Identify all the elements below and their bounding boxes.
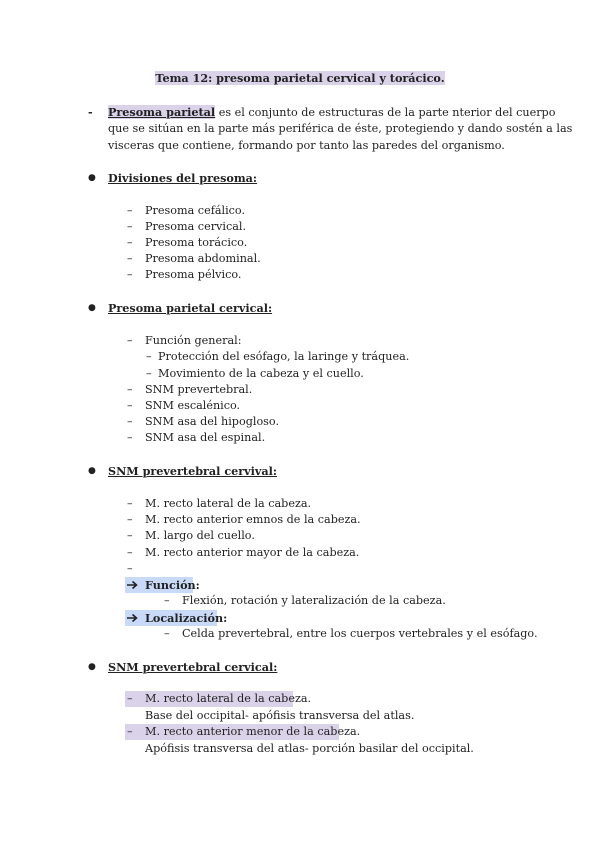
- dash-marker: –: [127, 562, 133, 575]
- dash-marker: –: [127, 383, 133, 396]
- list-item: SNM escalénico.: [145, 399, 241, 412]
- list-item: M. recto lateral de la cabeza.: [145, 497, 312, 510]
- list-item: SNM asa del hipogloso.: [145, 415, 280, 428]
- dash-marker: –: [127, 268, 133, 281]
- bullet-icon: ●: [88, 173, 96, 183]
- intro-line-1: Presoma parietal es el conjunto de estructuras de la parte nterior del cuerpo: [108, 105, 556, 119]
- dash-marker: –: [164, 627, 170, 640]
- list-item: M. recto anterior mayor de la cabeza.: [145, 546, 360, 559]
- localizacion-text: Celda prevertebral, entre los cuerpos vertebrales y el esófago.: [182, 627, 538, 640]
- intro-term: Presoma parietal: [108, 105, 216, 119]
- list-item: Presoma pélvico.: [145, 268, 242, 281]
- dash-marker: –: [127, 497, 133, 510]
- section-heading-prevertebral-1: SNM prevertebral cervival:: [108, 464, 278, 478]
- dash-marker: –: [127, 529, 133, 542]
- sub-list-item: Movimiento de la cabeza y el cuello.: [158, 367, 364, 380]
- list-item: Presoma torácico.: [145, 236, 248, 249]
- intro-line-3: visceras que contiene, formando por tanto las paredes del organismo.: [108, 139, 505, 152]
- list-item: Presoma abdominal.: [145, 252, 261, 265]
- dash-marker: -: [88, 105, 93, 119]
- bullet-icon: ●: [88, 303, 96, 313]
- section-heading-divisiones: Divisiones del presoma:: [108, 171, 258, 185]
- dash-marker: –: [127, 431, 133, 444]
- list-item: M. largo del cuello.: [145, 529, 255, 542]
- bullet-icon: ●: [88, 662, 96, 672]
- dash-marker: –: [127, 725, 133, 738]
- section-heading-prevertebral-2: SNM prevertebral cervical:: [108, 660, 278, 674]
- list-item: M. recto anterior emnos de la cabeza.: [145, 513, 361, 526]
- dash-marker: –: [164, 594, 170, 607]
- list-item: Presoma cefálico.: [145, 204, 246, 217]
- funcion-label: Función:: [145, 578, 200, 592]
- dash-marker: –: [127, 692, 133, 705]
- list-item: Función general:: [145, 334, 242, 347]
- section-heading-cervical: Presoma parietal cervical:: [108, 301, 273, 315]
- dash-marker: –: [127, 546, 133, 559]
- sub-list-item: Protección del esófago, la laringe y tráquea.: [158, 350, 410, 363]
- localizacion-label: Localización:: [145, 611, 228, 625]
- dash-marker: –: [127, 204, 133, 217]
- dash-marker: –: [146, 367, 152, 380]
- bullet-icon: ●: [88, 466, 96, 476]
- list-item: SNM asa del espinal.: [145, 431, 266, 444]
- dash-marker: –: [127, 513, 133, 526]
- item-description: Base del occipital- apófisis transversa del atlas.: [145, 709, 415, 722]
- dash-marker: –: [127, 334, 133, 347]
- dash-marker: –: [146, 350, 152, 363]
- dash-marker: –: [127, 252, 133, 265]
- arrow-right-icon: [127, 580, 139, 590]
- dash-marker: –: [127, 415, 133, 428]
- list-item: SNM prevertebral.: [145, 383, 253, 396]
- list-item: M. recto lateral de la cabeza.: [145, 692, 312, 705]
- dash-marker: –: [127, 399, 133, 412]
- dash-marker: –: [127, 236, 133, 249]
- list-item: M. recto anterior menor de la cabeza.: [145, 725, 361, 738]
- funcion-text: Flexión, rotación y lateralización de la cabeza.: [182, 594, 446, 607]
- arrow-right-icon: [127, 613, 139, 623]
- item-description: Apófisis transversa del atlas- porción basilar del occipital.: [145, 742, 474, 755]
- list-item: Presoma cervical.: [145, 220, 247, 233]
- page-title: Tema 12: presoma parietal cervical y torácico.: [155, 71, 445, 85]
- dash-marker: –: [127, 220, 133, 233]
- intro-line-2: que se sitúan en la parte más periférica de éste, protegiendo y dando sostén a las: [108, 122, 573, 135]
